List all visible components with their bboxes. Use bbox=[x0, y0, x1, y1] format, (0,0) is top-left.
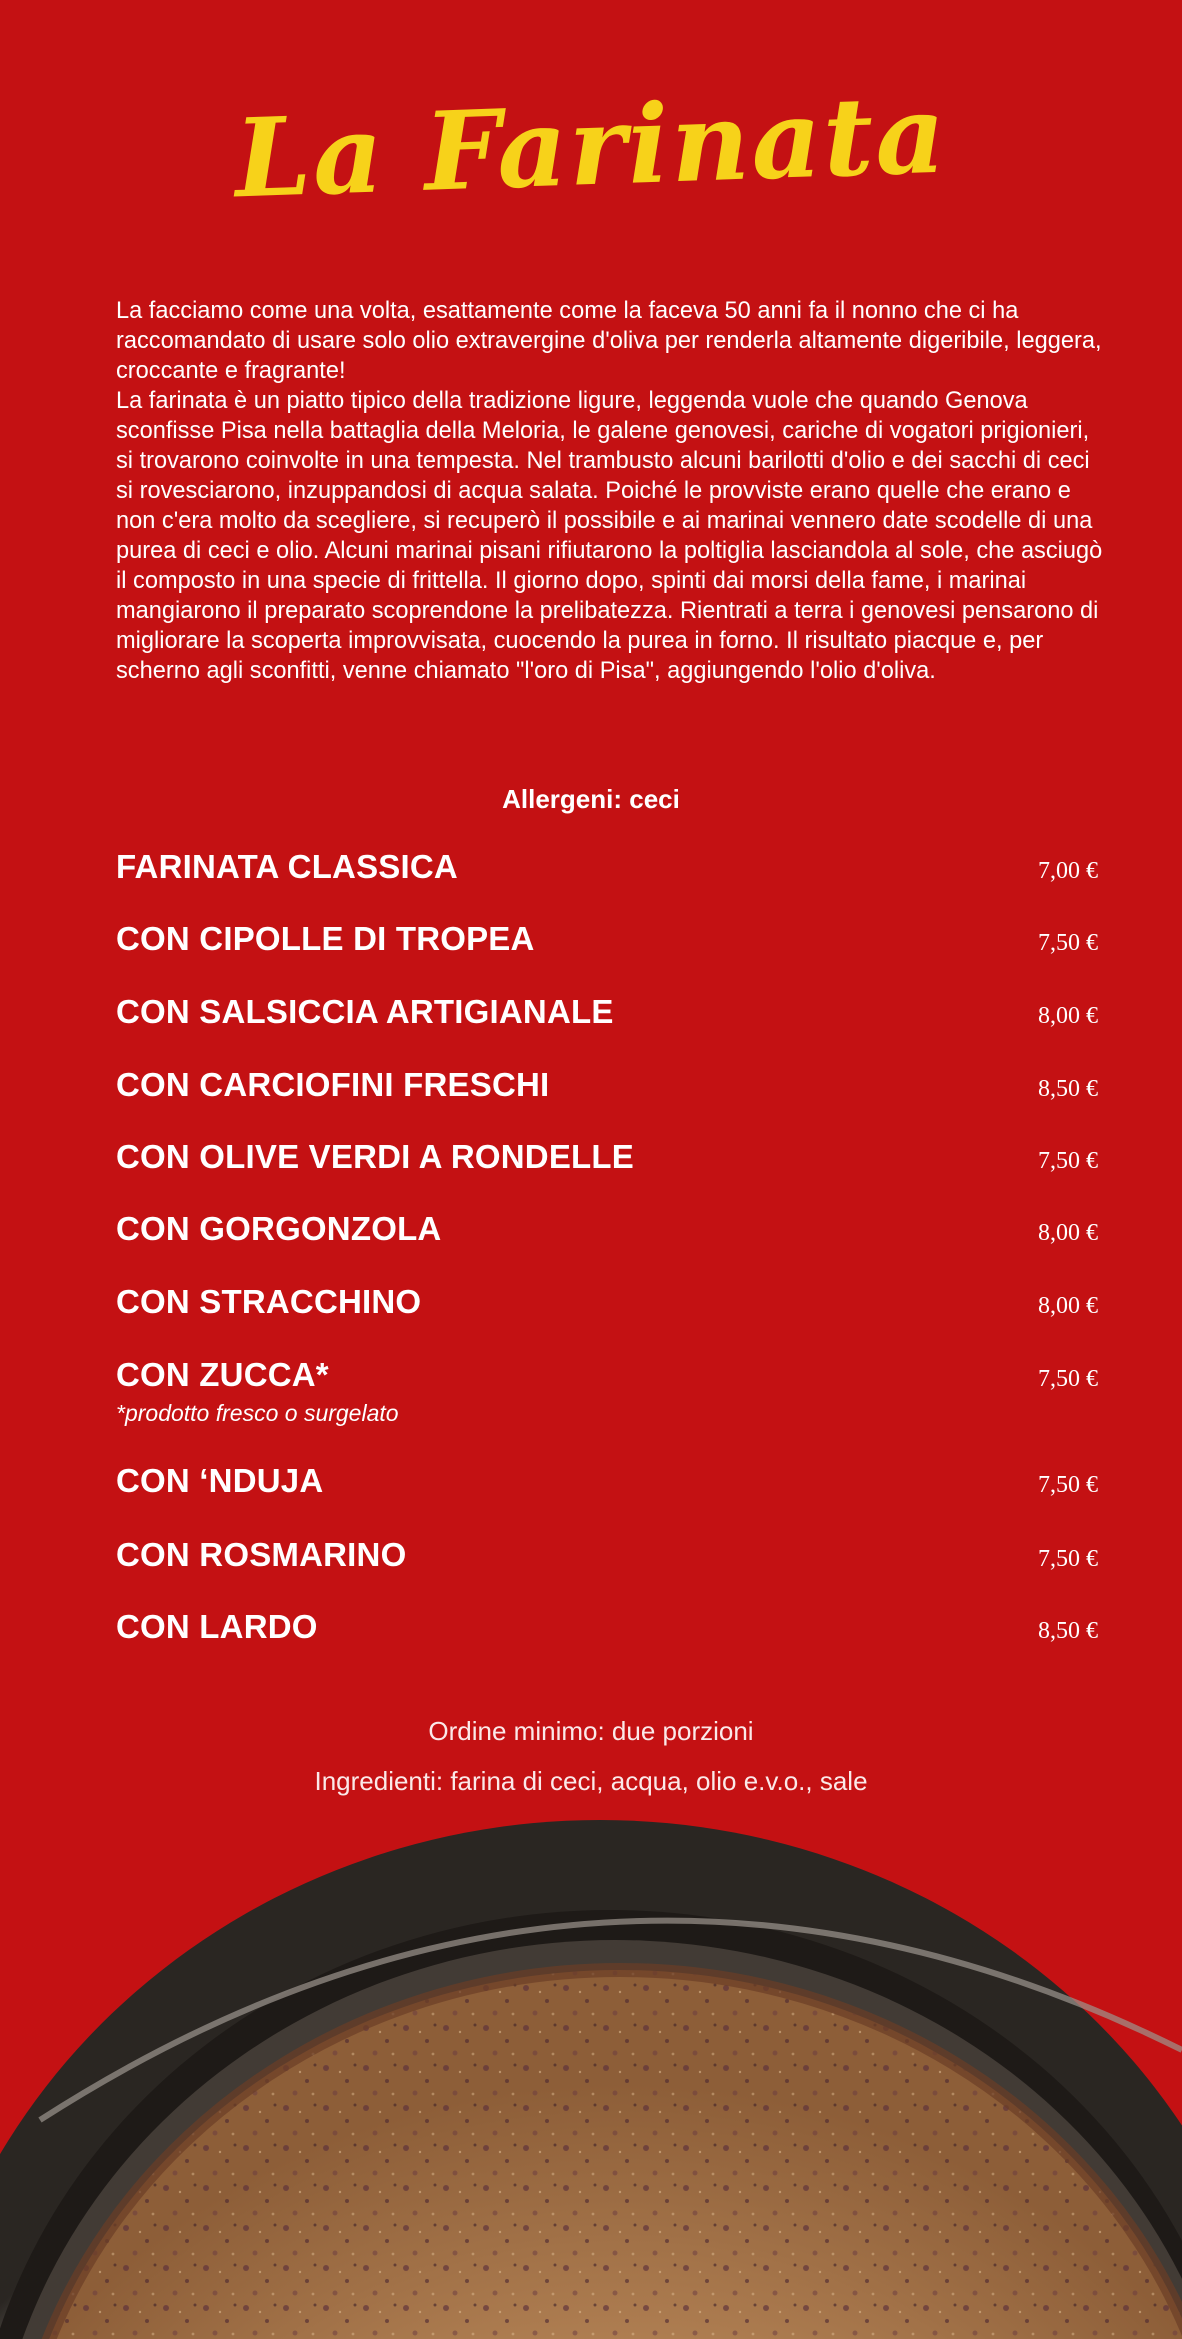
menu-item-name: CON CARCIOFINI FRESCHI bbox=[116, 1066, 550, 1103]
menu-item-price: 7,50 € bbox=[1038, 1148, 1098, 1174]
zucca-footnote: *prodotto fresco o surgelato bbox=[116, 1400, 399, 1426]
menu-item bbox=[116, 1138, 1098, 1186]
menu-item-price: 7,50 € bbox=[1038, 1366, 1098, 1392]
menu-item bbox=[116, 1283, 1098, 1331]
menu-item-price: 7,50 € bbox=[1038, 1546, 1098, 1572]
menu-item-price: 8,50 € bbox=[1038, 1618, 1098, 1644]
menu-item-price: 8,00 € bbox=[1038, 1003, 1098, 1029]
menu-item bbox=[116, 1536, 1098, 1584]
allergens-note: Allergeni: ceci bbox=[502, 784, 680, 814]
menu-item bbox=[116, 1608, 1098, 1656]
menu-item-name: FARINATA CLASSICA bbox=[116, 848, 458, 885]
menu-item-name: CON STRACCHINO bbox=[116, 1283, 422, 1320]
menu-item-price: 7,00 € bbox=[1038, 858, 1098, 884]
menu-item bbox=[116, 848, 1098, 896]
page-title: La Farinata bbox=[232, 71, 950, 223]
menu-item-name: CON CIPOLLE DI TROPEA bbox=[116, 920, 535, 957]
menu-item-price: 8,00 € bbox=[1038, 1220, 1098, 1246]
menu-item bbox=[116, 1462, 1098, 1510]
farinata-pan-photo bbox=[0, 1820, 1182, 2339]
menu-item-price: 7,50 € bbox=[1038, 930, 1098, 956]
menu-item-name: CON LARDO bbox=[116, 1608, 318, 1645]
farinata-pan-illustration bbox=[0, 1820, 1182, 2339]
menu-item-name: CON OLIVE VERDI A RONDELLE bbox=[116, 1138, 634, 1175]
intro-text bbox=[116, 296, 1106, 686]
menu-item-name: CON ‘NDUJA bbox=[116, 1462, 324, 1499]
menu-item-price: 8,00 € bbox=[1038, 1293, 1098, 1319]
menu-item bbox=[116, 1356, 1098, 1404]
menu-item-name: CON GORGONZOLA bbox=[116, 1210, 442, 1247]
menu-item-price: 8,50 € bbox=[1038, 1076, 1098, 1102]
menu-item-price: 7,50 € bbox=[1038, 1472, 1098, 1498]
ingredients-note: Ingredienti: farina di ceci, acqua, olio e.v.o., sale bbox=[314, 1766, 868, 1796]
menu-item-name: CON ROSMARINO bbox=[116, 1536, 407, 1573]
menu-item-name: CON SALSICCIA ARTIGIANALE bbox=[116, 993, 614, 1030]
menu-item bbox=[116, 1210, 1098, 1258]
menu-item bbox=[116, 993, 1098, 1041]
minimum-order-note: Ordine minimo: due porzioni bbox=[428, 1716, 754, 1746]
intro-paragraph: La facciamo come una volta, esattamente come la faceva 50 anni fa il nonno che ci ha raccomandato di usare solo olio extravergine d'oliva per renderla altamente digeribile, leggera, croccante e fragrante! bbox=[116, 298, 1102, 384]
intro-paragraph: La farinata è un piatto tipico della tradizione ligure, leggenda vuole che quando Genova sconfisse Pisa nella battaglia della Meloria, le galene genovesi, cariche di vogatori prigionieri, si trovarono coinvolte in una tempesta. Nel trambusto alcuni barilotti d'olio e dei sacchi di ceci si rovesciarono, inzuppandosi di acqua salata. Poiché le provviste erano quelle che erano e non c'era molto da scegliere, si recuperò il possibile e ai marinai vennero date scodelle di una purea di ceci e olio. Alcuni marinai pisani rifiutarono la poltiglia lasciandola al sole, che asciugò il composto in una specie di frittella. Il giorno dopo, spinti dai morsi della fame, i marinai mangiarono il preparato scoprendone la prelibatezza. Rientrati a terra i genovesi pensarono di migliorare la scoperta improvvisata, cuocendo la purea in forno. Il risultato piacque e, per scherno agli sconfitti, venne chiamato "l'oro di Pisa", aggiungendo l'olio d'oliva. bbox=[116, 388, 1103, 684]
menu-item bbox=[116, 1066, 1098, 1114]
menu-item-name: CON ZUCCA* bbox=[116, 1356, 329, 1393]
menu-item bbox=[116, 920, 1098, 968]
